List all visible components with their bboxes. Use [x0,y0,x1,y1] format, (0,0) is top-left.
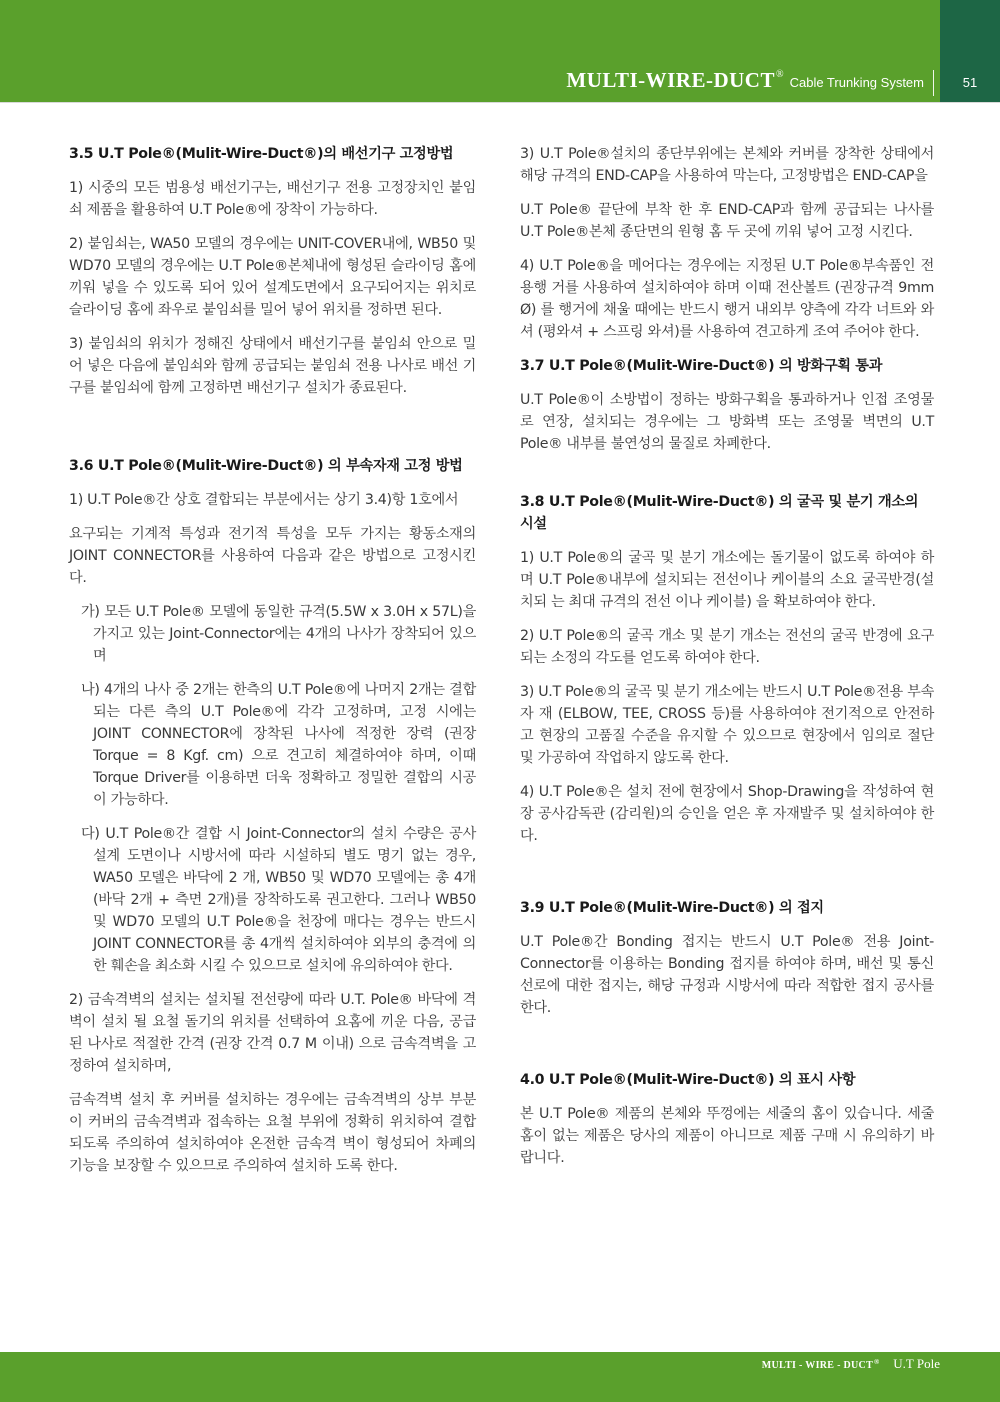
paragraph: 1) U.T Pole®간 상호 결합되는 부분에서는 상기 3.4)항 1호에서 [69,492,459,508]
paragraph: 본 U.T Pole® 제품의 본체와 뚜껑에는 세줄의 홈이 있습니다. 세줄홈이 없는 제품은 당사의 제품이 아니므로 제품 구매 시 유의하기 바랍니다. [520,1106,934,1166]
section-heading-3-6: 3.6 U.T Pole®(Mulit-Wire-Duct®) 의 부속자재 고정 방법 [69,458,463,474]
paragraph: 3) 붙임쇠의 위치가 정해진 상태에서 배선기구를 붙임쇠 안으로 밀어 넣은 다음에 붙임쇠와 함께 공급되는 붙임쇠 전용 나사로 배선 기구를 붙임쇠에 함께 고정하면 배선기구 설치가 종료된다. [69,336,476,396]
page-number-divider [933,70,934,96]
footer-brand-name: MULTI - WIRE - DUCT [761,1360,874,1371]
brand-registered-mark: ® [775,69,784,80]
list-item-ga: 가) 모든 U.T Pole® 모델에 동일한 규격(5.5W x 3.0H x 57L)을 가지고 있는 Joint-Connector에는 4개의 나사가 장착되어 있으며 [81,604,476,664]
paragraph: 2) U.T Pole®의 굴곡 개소 및 분기 개소는 전선의 굴곡 반경에 요구 되는 소정의 각도를 얻도록 하여야 한다. [520,628,934,666]
section-heading-4-0: 4.0 U.T Pole®(Mulit-Wire-Duct®) 의 표시 사항 [520,1072,856,1088]
paragraph: 요구되는 기계적 특성과 전기적 특성을 모두 가지는 황동소재의 JOINT CONNECTOR를 사용하여 다음과 같은 방법으로 고정시킨다. [69,526,476,586]
section-heading-3-8: 3.8 U.T Pole®(Mulit-Wire-Duct®) 의 굴곡 및 분기 개소의 시설 [520,494,919,532]
brand-subtitle: Cable Trunking System [789,75,924,90]
paragraph: U.T Pole® 끝단에 부착 한 후 END-CAP과 함께 공급되는 나사를 U.T Pole®본체 종단면의 원형 홈 두 곳에 끼워 넣어 고정 시킨다. [520,202,934,240]
paragraph: 금속격벽 설치 후 커버를 설치하는 경우에는 금속격벽의 상부 부분이 커버의 금속격벽과 접속하는 요철 부위에 정확히 위치하여 결합되도록 주의하여 설치하여야 온전한 금속격 벽이 형성되어 차폐의 기능을 보장할 수 있으므로 주의하여 설치하 도록 한다. [69,1092,476,1174]
right-column [520,143,934,1181]
header-brand [566,68,924,93]
header-divider-line [0,102,1000,103]
paragraph: U.T Pole®간 Bonding 접지는 반드시 U.T Pole® 전용 Joint-Connector를 이용하는 Bonding 접지를 하여야 하며, 배선 및 통신선로에 대한 접지는, 해당 규정과 시방서에 따라 적합한 접지 공사를 한다. [520,934,934,1016]
section-heading-3-5: 3.5 U.T Pole®(Mulit-Wire-Duct®)의 배선기구 고정방법 [69,146,454,162]
footer-brand [762,1356,940,1372]
left-column [69,143,476,1189]
brand-name: MULTI-WIRE-DUCT [566,68,775,92]
footer-registered-mark: ® [874,1358,880,1366]
list-item-na: 나) 4개의 나사 중 2개는 한측의 U.T Pole®에 나머지 2개는 결합 되는 다른 측의 U.T Pole®에 각각 고정하며, 고정 시에는 JOINT CONNECTOR에 장착된 나사에 적정한 장력 (권장 Torque = 8 Kgf. cm) 으로 견고히 체결하여야 하며, 이때 Torque Driver를 이용하면 더욱 정확하고 정밀한 결합의 시공이 가능하다. [81,682,476,808]
footer-product-name: U.T Pole [893,1356,940,1371]
list-item-da: 다) U.T Pole®간 결합 시 Joint-Connector의 설치 수량은 공사 설계 도면이나 시방서에 따라 시설하되 별도 명기 없는 경우, WA50 모델은 바닥에 2 개, WB50 및 WD70 모델에는 총 4개 (바닥 2개 + 측면 2개)를 장착하도록 권고한다. 그러나 WB50 및 WD70 모델의 U.T Pole®을 천장에 매다는 경우는 반드시 JOINT CONNECTOR를 총 4개씩 설치하여야 외부의 충격에 의한 훼손을 최소화 시킬 수 있으므로 설치에 유의하여야 한다. [81,826,476,974]
page-number: 51 [962,75,978,90]
paragraph: 1) 시중의 모든 범용성 배선기구는, 배선기구 전용 고정장치인 붙임쇠 제품을 활용하여 U.T Pole®에 장착이 가능하다. [69,180,476,218]
paragraph: U.T Pole®이 소방법이 정하는 방화구획을 통과하거나 인접 조영물로 연장, 설치되는 경우에는 그 방화벽 또는 조영물 벽면의 U.T Pole® 내부를 불연성의 물질로 차폐한다. [520,392,934,452]
paragraph: 4) U.T Pole®은 설치 전에 현장에서 Shop-Drawing을 작성하여 현장 공사감독관 (감리원)의 승인을 얻은 후 자재발주 및 설치하여야 한다. [520,784,934,844]
paragraph: 3) U.T Pole®의 굴곡 및 분기 개소에는 반드시 U.T Pole®전용 부속자 재 (ELBOW, TEE, CROSS 등)를 사용하여야 전기적으로 안전하고 현장의 고품질 수준을 유지할 수 있으므로 현장에서 임의로 절단 및 가공하여 작업하지 않도록 한다. [520,684,934,766]
paragraph: 2) 붙임쇠는, WA50 모델의 경우에는 UNIT-COVER내에, WB50 및 WD70 모델의 경우에는 U.T Pole®본체내에 형성된 슬라이딩 홈에 끼워 넣을 수 있도록 되어 있어 설계도면에서 요구되어지는 위치로 슬라이딩 홈에 좌우로 붙임쇠를 밀어 넣어 위치를 정하면 된다. [69,236,476,318]
paragraph: 1) U.T Pole®의 굴곡 및 분기 개소에는 돌기물이 없도록 하여야 하며 U.T Pole®내부에 설치되는 전선이나 케이블의 소요 굴곡반경(설치되 는 최대 규격의 전선 이나 케이블) 을 확보하여야 한다. [520,550,934,610]
paragraph: 2) 금속격벽의 설치는 설치될 전선량에 따라 U.T. Pole® 바닥에 격벽이 설치 될 요철 돌기의 위치를 선택하여 요홈에 끼운 다음, 공급된 나사로 적절한 간격 (권장 간격 0.7 M 이내) 으로 금속격벽을 고정하여 설치하며, [69,992,476,1074]
paragraph: 3) U.T Pole®설치의 종단부위에는 본체와 커버를 장착한 상태에서 해당 규격의 END-CAP을 사용하여 막는다, 고정방법은 END-CAP을 [520,146,934,184]
section-heading-3-9: 3.9 U.T Pole®(Mulit-Wire-Duct®) 의 접지 [520,900,824,916]
section-heading-3-7: 3.7 U.T Pole®(Mulit-Wire-Duct®) 의 방화구획 통과 [520,358,883,374]
paragraph: 4) U.T Pole®을 메어다는 경우에는 지정된 U.T Pole®부속품인 전용행 거를 사용하여 설치하여야 하며 이때 전산볼트 (권장규격 9mm Ø) 를 행거에 채울 때에는 반드시 행거 내외부 양측에 각각 너트와 와셔 (평와셔 + 스프링 와셔)를 사용하여 견고하게 조여 주어야 한다. [520,258,934,340]
